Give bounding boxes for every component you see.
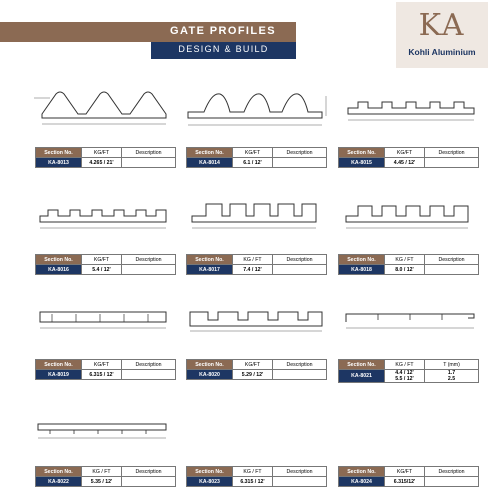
description-value [122, 370, 176, 380]
spec-table-ka-8013 [35, 147, 176, 168]
header-section-no: Section No. [36, 148, 82, 158]
description-value [273, 265, 327, 275]
section-number: KA-8018 [339, 265, 385, 275]
header-section-no: Section No. [339, 360, 385, 370]
profile-drawing-ka-8015 [338, 94, 488, 124]
profile-drawing-ka-8019 [30, 306, 180, 332]
kgft-values [385, 370, 425, 383]
kgft-value: 5.29 / 12' [233, 370, 273, 380]
header-kgft: KG/FT [233, 360, 273, 370]
spec-table-ka-8019 [35, 359, 176, 380]
section-number: KA-8014 [187, 158, 233, 168]
header-kgft: KG/FT [82, 255, 122, 265]
description-value [122, 477, 176, 487]
kgft-value: 6.315 / 12' [82, 370, 122, 380]
header-description: Description [425, 148, 479, 158]
header-kgft: KG / FT [385, 255, 425, 265]
kgft-value: 5.4 / 12' [82, 265, 122, 275]
section-number: KA-8015 [339, 158, 385, 168]
header-section-no: Section No. [36, 255, 82, 265]
kgft-value: 7.4 / 12' [233, 265, 273, 275]
company-logo [396, 2, 488, 68]
header-kgft: KG/FT [385, 467, 425, 477]
header-description: Description [425, 467, 479, 477]
profile-drawing-ka-8018 [338, 200, 488, 232]
header-description: Description [122, 360, 176, 370]
profile-drawing-ka-8016 [30, 202, 180, 232]
spec-table-ka-8015 [338, 147, 479, 168]
thickness-value: 1.7 [447, 370, 456, 376]
logo-name: Kohli Aluminium [408, 47, 476, 57]
kgft-value: 6.315 / 12' [233, 477, 273, 487]
spec-table-ka-8022 [35, 466, 176, 487]
header-section-no: Section No. [36, 360, 82, 370]
header-kgft: KG/FT [82, 360, 122, 370]
profile-drawing-ka-8021 [338, 308, 488, 332]
profile-drawing-ka-8014 [182, 88, 332, 130]
profile-drawing-ka-8017 [182, 198, 332, 232]
header-section-no: Section No. [187, 255, 233, 265]
header-description: Description [122, 148, 176, 158]
header-kgft: KG/FT [233, 148, 273, 158]
kgft-value: 8.0 / 12' [385, 265, 425, 275]
description-value [273, 477, 327, 487]
header-kgft: KG / FT [82, 467, 122, 477]
header-section-no: Section No. [187, 467, 233, 477]
section-number: KA-8023 [187, 477, 233, 487]
kgft-value-2: 5.5 / 12' [395, 376, 414, 382]
description-value [273, 158, 327, 168]
kgft-value: 5.35 / 12' [82, 477, 122, 487]
profile-drawing-ka-8013 [30, 88, 180, 130]
thickness-value-2: 2.5 [447, 376, 456, 382]
header-kgft: KG / FT [233, 467, 273, 477]
spec-table-ka-8020 [186, 359, 327, 380]
kgft-value: 4.265 / 21' [82, 158, 122, 168]
header-description: Description [425, 255, 479, 265]
header-description: Description [273, 148, 327, 158]
header-description: Description [273, 467, 327, 477]
kgft-value: 4.45 / 12' [385, 158, 425, 168]
page-title: GATE PROFILES [169, 25, 276, 37]
section-number: KA-8024 [339, 477, 385, 487]
spec-table-ka-8021 [338, 359, 479, 383]
thickness-values [425, 370, 479, 383]
header-section-no: Section No. [339, 467, 385, 477]
section-number: KA-8016 [36, 265, 82, 275]
logo-mark: KA [418, 8, 466, 43]
description-value [425, 477, 479, 487]
header-section-no: Section No. [36, 467, 82, 477]
spec-table-ka-8023 [186, 466, 327, 487]
kgft-value: 6.1 / 12' [233, 158, 273, 168]
header-description: Description [273, 255, 327, 265]
kgft-value: 4.4 / 12' [395, 370, 414, 376]
kgft-value: 6.315/12' [385, 477, 425, 487]
header-section-no: Section No. [339, 148, 385, 158]
header-description: Description [122, 255, 176, 265]
header-description: Description [273, 360, 327, 370]
header-section-no: Section No. [339, 255, 385, 265]
header-kgft: KG / FT [385, 360, 425, 370]
description-value [122, 265, 176, 275]
description-value [425, 265, 479, 275]
header-kgft: KG/FT [385, 148, 425, 158]
spec-table-ka-8017 [186, 254, 327, 275]
section-number: KA-8013 [36, 158, 82, 168]
section-number: KA-8019 [36, 370, 82, 380]
header-thickness: T (mm) [425, 360, 479, 370]
section-number: KA-8017 [187, 265, 233, 275]
header-kgft: KG/FT [82, 148, 122, 158]
section-number: KA-8022 [36, 477, 82, 487]
description-value [425, 158, 479, 168]
spec-table-ka-8016 [35, 254, 176, 275]
profile-drawing-ka-8022 [30, 416, 180, 442]
spec-table-ka-8018 [338, 254, 479, 275]
spec-table-ka-8024 [338, 466, 479, 487]
profile-drawing-ka-8020 [182, 306, 332, 334]
header-section-no: Section No. [187, 148, 233, 158]
spec-table-ka-8014 [186, 147, 327, 168]
page-subtitle: DESIGN & BUILD [178, 44, 269, 54]
description-value [122, 158, 176, 168]
description-value [273, 370, 327, 380]
section-number: KA-8020 [187, 370, 233, 380]
header-description: Description [122, 467, 176, 477]
header-section-no: Section No. [187, 360, 233, 370]
section-number: KA-8021 [339, 370, 385, 383]
header-kgft: KG / FT [233, 255, 273, 265]
